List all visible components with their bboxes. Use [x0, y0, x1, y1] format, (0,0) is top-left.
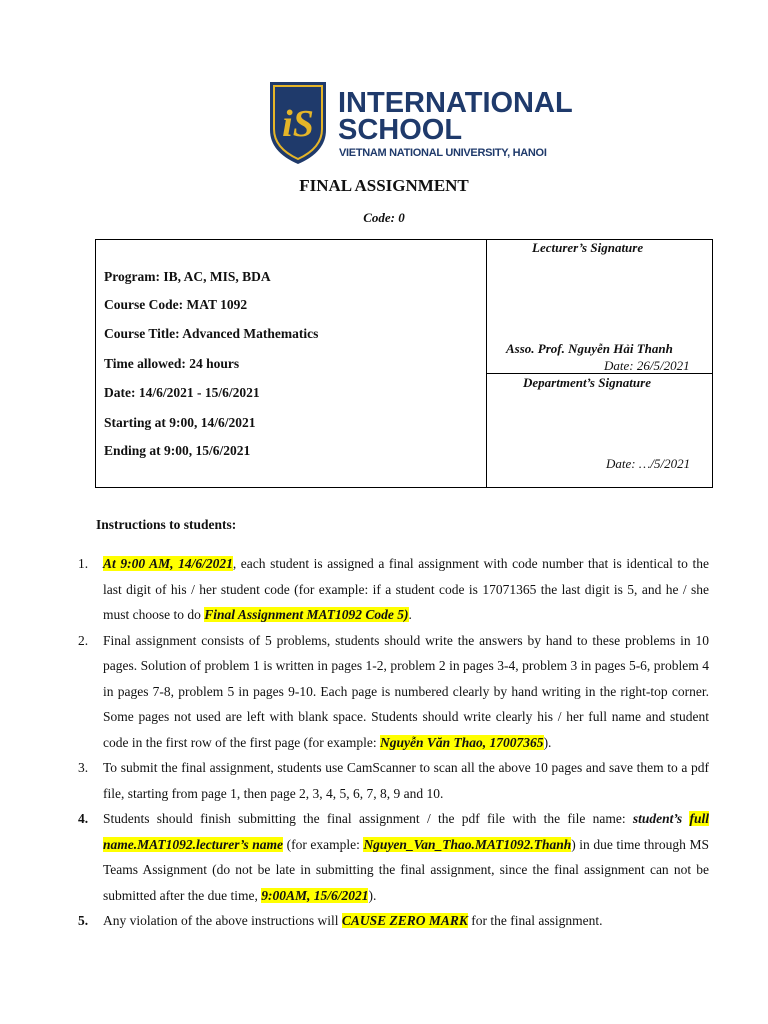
item-number: 1. [78, 556, 89, 571]
item-text: Students should finish submitting the final assignment / the pdf file with the file name: [103, 811, 633, 826]
course-info-table [95, 239, 713, 488]
program-line: Program: IB, AC, MIS, BDA [104, 269, 271, 284]
item-text: Final assignment consists of 5 problems, students should write the answers by hand to these problems in 10 pages. Solution of problem 1 is written in pages 1-2, problem 2 in pages 3-4, problem 3 in pages 5-6, problem 4 in pages 7-8, problem 5 in pages 9-10. Each page is numbered clearly by hand writing in the right-top corner. Some pages not used are left with blank space. Students should write clearly his / her full name and student code in the first row of the first page (for example: [103, 632, 709, 750]
course-title-line: Course Title: Advanced Mathematics [104, 326, 319, 341]
item-number: 5. [78, 913, 89, 928]
date-line: Date: 14/6/2021 - 15/6/2021 [104, 385, 260, 400]
highlight-text: 9:00AM, 15/6/2021 [261, 887, 369, 903]
school-emblem-icon [268, 80, 328, 166]
item-text: (for example: [283, 836, 364, 852]
logo-line-1: INTERNATIONAL [338, 87, 573, 119]
item-text: ). [543, 734, 552, 750]
item-text: for the final assignment. [467, 913, 603, 928]
course-code-line: Course Code: MAT 1092 [104, 297, 248, 312]
list-item [78, 628, 709, 756]
list-item [78, 551, 709, 628]
item-number: 2. [78, 632, 89, 648]
lecturer-name: Asso. Prof. Nguyễn Hải Thanh [506, 341, 673, 356]
highlight-text: full name.MAT1092.lecturer’s name [103, 811, 709, 852]
highlight-text: CAUSE ZERO MARK [341, 913, 468, 928]
logo-line-2: SCHOOL [338, 114, 463, 146]
school-logo [268, 80, 573, 166]
assignment-code: Code: 0 [363, 210, 405, 225]
list-item [78, 806, 709, 908]
lecturer-signature-label: Lecturer’s Signature [532, 240, 644, 255]
bold-italic-text: student’s [632, 811, 683, 826]
item-text: To submit the final assignment, students use CamScanner to scan all the above 10 pages and save them to a pdf file, starting from page 1, then page 2, 3, 4, 5, 6, 7, 8, 9 and 10. [103, 760, 709, 801]
highlight-text: Nguyễn Văn Thao, 17007365 [380, 734, 544, 750]
starting-line: Starting at 9:00, 14/6/2021 [104, 415, 256, 430]
svg-text:iS: iS [282, 103, 314, 145]
table-vertical-divider [486, 240, 487, 487]
logo-line-3: VIETNAM NATIONAL UNIVERSITY, HANOI [339, 147, 547, 159]
department-signature-label: Department’s Signature [523, 375, 651, 390]
instructions-list [78, 551, 709, 934]
item-number: 3. [78, 760, 89, 775]
highlight-text: At 9:00 AM, 14/6/2021 [103, 556, 233, 571]
ending-line: Ending at 9:00, 15/6/2021 [104, 443, 251, 458]
department-date: Date: …/5/2021 [606, 456, 691, 471]
time-allowed-line: Time allowed: 24 hours [104, 356, 240, 371]
item-text: . [408, 607, 412, 622]
document-title: FINAL ASSIGNMENT [299, 176, 469, 195]
item-text: , each student is assigned a final assignment with code number that is identical to the last digit of his / her student code (for example: if a student code is 17071365 the last digit is 5, and he / she must choose to do [103, 556, 709, 622]
item-text: Any violation of the above instructions will [103, 913, 342, 928]
lecturer-date: Date: 26/5/2021 [604, 358, 690, 373]
list-item [78, 908, 709, 934]
list-item [78, 755, 709, 806]
item-text: ) in due time through MS Teams Assignment (do not be late in submitting the final assignment, since the final assignment can not be submitted after the due time, [103, 836, 709, 903]
highlight-text: Nguyen_Van_Thao.MAT1092.Thanh [363, 836, 572, 852]
highlight-text: Final Assignment MAT1092 Code 5) [204, 607, 409, 622]
item-number: 4. [78, 811, 89, 826]
instructions-heading: Instructions to students: [96, 517, 237, 532]
item-text: ). [368, 887, 377, 903]
